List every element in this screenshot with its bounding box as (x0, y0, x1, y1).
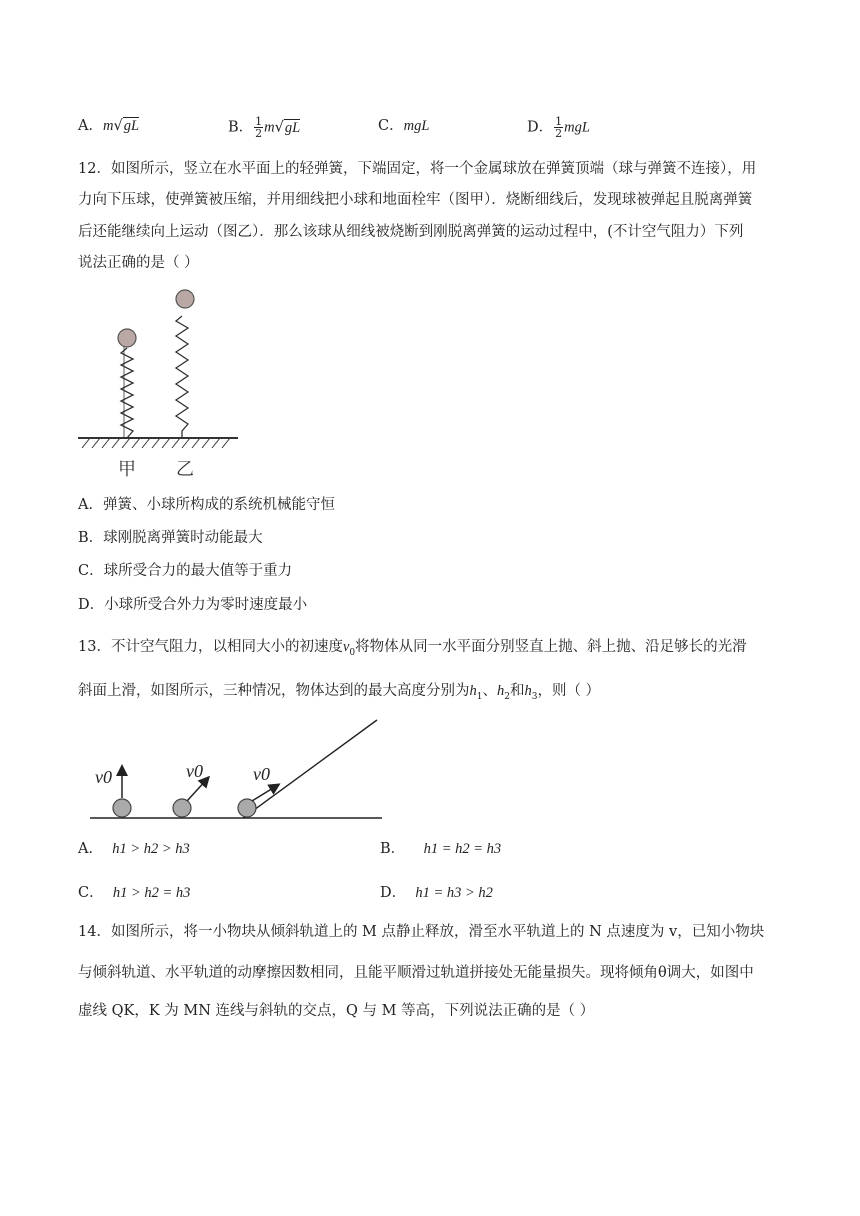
q12-line-1: 12．如图所示，竖立在水平面上的轻弹簧，下端固定，将一个金属球放在弹簧顶端（球与弹簧不连接），用 (78, 161, 757, 177)
v0-label-3: v0 (253, 764, 270, 784)
q14-line-2: 与倾斜轨道、水平轨道的动摩擦因数相同，且能平顺滑过轨道拼接处无能量损失。现将倾角θ调大，如图中 (78, 965, 754, 981)
q12-line-2: 力向下压球，使弹簧被压缩，并用细线把小球和地面栓牢（图甲）．烧断细线后，发现球被弹起且脱离弹簧 (78, 192, 753, 208)
v0-label-1: v0 (95, 767, 112, 787)
spring-jia (121, 348, 133, 438)
ball-jia (118, 329, 136, 347)
q11-option-b: B． $\frac{1}{2}$ m√gL (228, 115, 301, 140)
ball-3 (238, 799, 256, 817)
q13-option-c: C． h1 > h2 = h3 (78, 885, 191, 901)
q13-option-a: A． h1 > h2 > h3 (78, 841, 190, 857)
q14-line-1: 14．如图所示，将一小物块从倾斜轨道上的 M 点静止释放，滑至水平轨道上的 N 点速度为 v，已知小物块 (78, 924, 765, 940)
ball-2 (173, 799, 191, 817)
q12-line-3: 后还能继续向上运动（图乙）．那么该球从细线被烧断到刚脱离弹簧的运动过程中，(不计空气阻力）下列 (78, 224, 744, 240)
q11-option-a: A．m√gL (78, 118, 140, 134)
v0-label-2: v0 (186, 761, 203, 781)
q13-line-1: 13．不计空气阻力，以相同大小的初速度$v_0$将物体从同一水平面分别竖直上抛、斜上抛、沿足够长的光滑 (78, 639, 747, 658)
q14-line-3: 虚线 QK，K 为 MN 连线与斜轨的交点，Q 与 M 等高，下列说法正确的是（ ） (78, 1003, 595, 1019)
q13-option-d: D． h1 = h3 > h2 (380, 885, 493, 901)
q12-line-4: 说法正确的是（ ） (78, 255, 199, 271)
q13-option-b: B． h1 = h2 = h3 (380, 841, 502, 857)
q12-option-b: B．球刚脱离弹簧时动能最大 (78, 530, 263, 546)
spring-figure (78, 283, 240, 483)
q12-option-c: C．球所受合力的最大值等于重力 (78, 563, 293, 579)
spring-yi (176, 316, 188, 438)
label-yi: 乙 (176, 459, 194, 480)
q13-line-2: 斜面上滑，如图所示，三种情况，物体达到的最大高度分别为$h_1$、$h_2$和$h_3$，则（ ） (78, 683, 601, 702)
ball-yi (176, 290, 194, 308)
q11-option-c: C．mgL (378, 118, 430, 134)
ball-1 (113, 799, 131, 817)
projectile-figure (90, 715, 390, 825)
q11-option-d: D． $\frac{1}{2}$ mgL (527, 115, 590, 140)
q12-option-a: A．弹簧、小球所构成的系统机械能守恒 (78, 497, 335, 513)
q12-option-d: D．小球所受合外力为零时速度最小 (78, 597, 308, 613)
label-jia: 甲 (118, 459, 136, 480)
